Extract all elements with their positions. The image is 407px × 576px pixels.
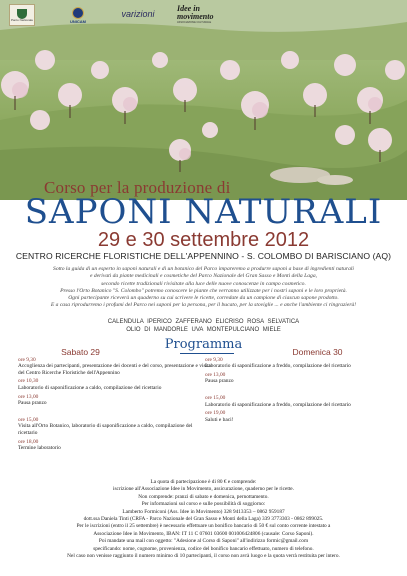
slot-time: ore 9,30 <box>205 356 223 363</box>
info-line: Associazione Idee in Movimento, IBAN: IT 11 C 07601 03600 001006424806 (causale: Corso Saponi). <box>93 530 314 537</box>
slot-description: Laboratorio di saponificazione a freddo, compilazione del ricettario <box>205 401 351 408</box>
slot-time: ore 10,30 <box>18 378 39 385</box>
intro-line: Sotto la guida di un esperto in saponi naturali e di un botanico del Parco impareremo a produrre saponi a base di ingredienti naturali <box>53 266 354 272</box>
ingredients-line: OLIO DI MANDORLE UVA MONTEPULCIANO MIELE <box>126 326 281 333</box>
info-line: Poi mandate una mail con oggetto: "Adesione al Corso di Saponi" all'indirizzo formic@gmail.com <box>98 538 309 545</box>
info-line: Nel caso non venisse raggiunto il numero minimo di 10 partecipanti, il corso non avrà luogo e la quota verrà restituita per intero. <box>67 553 340 560</box>
schedule-day-1 <box>18 349 213 454</box>
unicam-seal-icon <box>72 7 84 19</box>
registration-info <box>30 479 377 560</box>
slot-description: Laboratorio di saponificazione a freddo, compilazione del ricettario <box>205 363 351 370</box>
ingredients-list <box>0 319 407 334</box>
parco-logo-text: Parco Nazionale <box>10 17 33 22</box>
varizioni-logo <box>110 4 166 24</box>
slot-description: Pausa pranzo <box>18 400 47 407</box>
parco-nazionale-logo <box>9 4 35 26</box>
schedule-slot <box>18 394 213 407</box>
info-line: specificando: nome, cognome, provenienza, codice del bonifico bancario effettuato, numero di telefono. <box>93 545 314 552</box>
unicam-logo-text: UNICAM <box>70 18 86 24</box>
schedule-slot <box>18 378 213 391</box>
schedule-slot <box>205 395 400 408</box>
ingredients-line: CALENDULA IPERICO ZAFFERANO ELICRISO ROSA SELVATICA <box>107 319 300 325</box>
schedule-slot <box>18 439 213 452</box>
event-dates: 29 e 30 settembre 2012 <box>97 229 310 251</box>
slot-time: ore 13,00 <box>205 371 226 378</box>
intro-line: secondo ricette tradizionali rivisitate alla luce delle nuove conoscenze in campo cosmetico. <box>101 280 306 287</box>
schedule-slot <box>18 417 213 437</box>
day-label: Sabato 29 <box>61 347 100 357</box>
logo-strip <box>0 4 407 26</box>
slot-description: Termine laboratorio <box>18 445 61 452</box>
slot-time: ore 18,00 <box>18 438 39 445</box>
info-line: dott.ssa Daniela Tinti (CRFA - Parco Nazionale del Gran Sasso e Monti della Laga) 339 3773303 - 0862 899025. <box>83 516 324 523</box>
schedule-slot <box>205 357 400 370</box>
slot-description: Laboratorio di saponificazione a caldo, compilazione del ricettario <box>18 384 162 391</box>
intro-paragraph <box>12 266 395 310</box>
idee-logo-title: Idee in movimento <box>177 3 214 21</box>
slot-time: ore 9,30 <box>18 356 36 363</box>
slot-time: ore 13,00 <box>18 393 39 400</box>
varizioni-logo-text: varizioni <box>121 9 155 19</box>
intro-line: e derivati da piante medicinali e cosmetiche del Parco Nazionale del Gran Sasso e Monti della Laga, <box>89 273 318 280</box>
info-line: Non comprende: pranzi di sabato e domenica, pernottamento. <box>138 493 269 500</box>
info-line: iscrizione all'Associazione Idee in Movimento, assicurazione, quaderno per le ricette. <box>113 486 294 493</box>
venue: CENTRO RICERCHE FLORISTICHE DELL'APPENNINO - S. COLOMBO DI BARISCIANO (AQ) <box>15 251 392 261</box>
intro-line: Ogni partecipante riceverà un quaderno su cui scrivere le ricette, corredate da un campione di ciascun sapone prodotto. <box>68 295 339 302</box>
intro-line: Presso l'Orto Botanico "S. Colombo" potremo conoscere le piante che verranno utilizzate per i nostri saponi e le loro proprietà. <box>60 287 347 294</box>
program-heading: Programma <box>164 337 243 352</box>
course-title: SAPONI NATURALI <box>24 192 383 232</box>
intro-line: E a casa riprodurremo i profumi del Parco nei saponi per la persona, per il bucato, per la stoviglie ... e anche l'ambiente ci ringrazierà! <box>50 302 357 309</box>
info-line: La quota di partecipazione è di 80 € e comprende: <box>150 479 257 485</box>
slot-description: Saluti e baci! <box>205 416 234 423</box>
day-label: Domenica 30 <box>292 347 343 357</box>
info-line: Lamberto Formiconi (Ass. Idee in Movimento) 328 9413353 – 0862 959187 <box>122 508 285 515</box>
schedule-slot <box>205 372 400 385</box>
slot-time: ore 19,00 <box>205 410 226 417</box>
idee-in-movimento-logo <box>177 4 227 24</box>
course-subtitle: Corso per la produzione di <box>44 178 231 197</box>
schedule-slot <box>205 410 400 423</box>
parco-shield-icon <box>17 9 27 19</box>
schedule-slot <box>18 357 213 377</box>
idee-logo-subtitle: ASSOCIAZIONE CULTURALE <box>177 20 212 24</box>
schedule-day-2 <box>205 349 400 425</box>
info-line: Per informazioni sul corso e sulle possibilità di soggiorno: <box>141 501 266 508</box>
slot-time: ore 15,00 <box>205 394 226 401</box>
slot-description: Pausa pranzo <box>205 378 234 385</box>
slot-time: ore 15,00 <box>18 416 39 423</box>
slot-description: Visita all'Orto Botanico, laboratorio di saponificazione a caldo, compilazione del ricettario <box>18 423 193 436</box>
slot-description: Accoglienza dei partecipanti, presentazione dei docenti e del corso, presentazione e visita del Centro Ricerche Floristiche dell'Appennino <box>18 363 211 376</box>
info-line: Per le iscrizioni (entro il 25 settembre) è necessario effettuare un bonifico bancario di 50 € sul conto corrente intestato a <box>76 523 331 530</box>
unicam-logo <box>66 4 90 26</box>
